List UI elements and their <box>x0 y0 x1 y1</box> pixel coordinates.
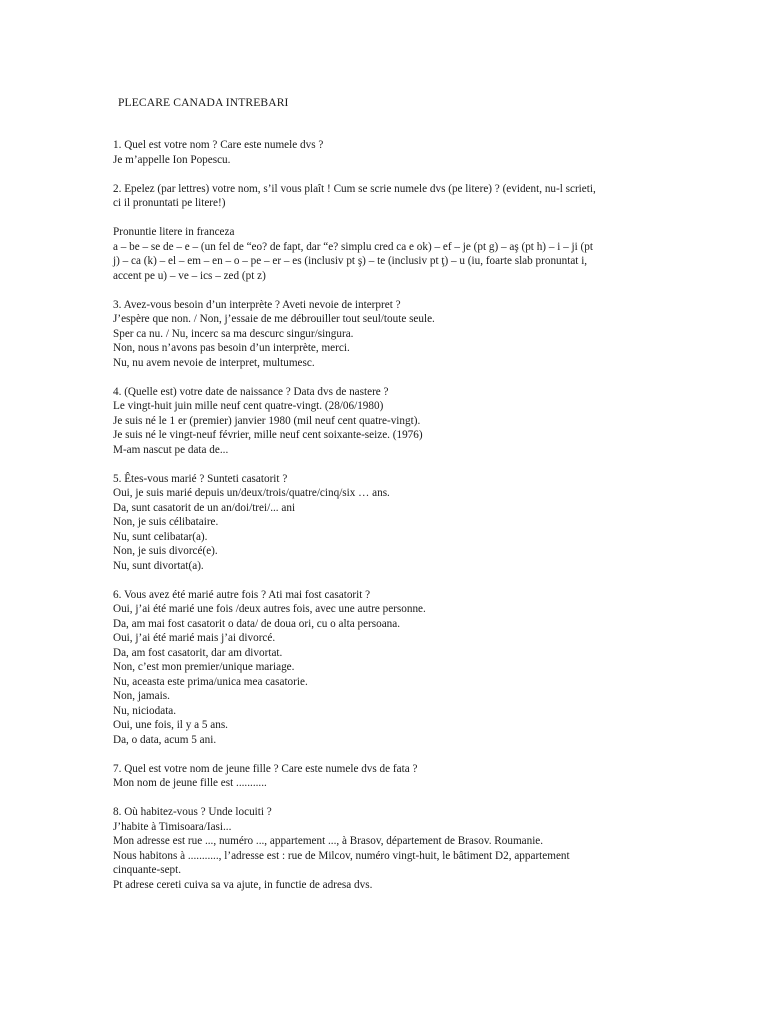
text-line: Da, am mai fost casatorit o data/ de doua ori, cu o alta persoana. <box>113 617 401 630</box>
text-line: 5. Êtes-vous marié ? Sunteti casatorit ? <box>113 472 288 485</box>
text-line: Mon nom de jeune fille est ........... <box>113 777 267 789</box>
text-line: j) – ca (k) – el – em – en – o – pe – er – es (inclusiv pt ş) – te (inclusiv pt ţ) – u (iu, foarte slab pronuntat i, <box>113 255 588 267</box>
text-line: Oui, une fois, il y a 5 ans. <box>113 719 228 731</box>
text-line: Je m’appelle Ion Popescu. <box>113 153 231 166</box>
text-line: 3. Avez-vous besoin d’un interprète ? Aveti nevoie de interpret ? <box>113 298 401 311</box>
paragraph-q3 <box>113 298 645 371</box>
paragraph-q5 <box>113 472 645 574</box>
text-line: Le vingt-huit juin mille neuf cent quatre-vingt. (28/06/1980) <box>113 400 384 412</box>
text-line: 6. Vous avez été marié autre fois ? Ati mai fost casatorit ? <box>113 588 371 601</box>
text-line: Je suis né le vingt-neuf février, mille neuf cent soixante-seize. (1976) <box>113 429 423 441</box>
text-line: J’espère que non. / Non, j’essaie de me débrouiller tout seul/toute seule. <box>113 313 435 325</box>
text-line: Non, c’est mon premier/unique mariage. <box>113 661 295 673</box>
text-line: J’habite à Timisoara/Iasi... <box>113 820 232 833</box>
text-line: Non, nous n’avons pas besoin d’un interprète, merci. <box>113 342 350 354</box>
text-line: Da, o data, acum 5 ani. <box>113 733 217 746</box>
text-line: Nous habitons à ..........., l’adresse est : rue de Milcov, numéro vingt-huit, le bâtiment D2, appartement <box>113 849 570 862</box>
text-line: Pronuntie litere in franceza <box>113 226 235 238</box>
text-line: accent pe u) – ve – ics – zed (pt z) <box>113 269 266 282</box>
text-line: Nu, nu avem nevoie de interpret, multumesc. <box>113 356 315 369</box>
paragraph-q1 <box>113 138 645 167</box>
paragraph-q6 <box>113 588 645 748</box>
text-line: Oui, j’ai été marié une fois /deux autres fois, avec une autre personne. <box>113 603 426 615</box>
text-line: a – be – se de – e – (un fel de “eo? de fapt, dar “e? simplu cred ca e ok) – ef – je (pt g) – aş (pt h) – i – ji (pt <box>113 240 593 253</box>
text-line: Non, jamais. <box>113 690 170 702</box>
text-line: Nu, aceasta este prima/unica mea casatorie. <box>113 675 308 688</box>
text-line: Nu, sunt celibatar(a). <box>113 530 208 543</box>
text-line: cinquante-sept. <box>113 864 182 876</box>
text-line: 7. Quel est votre nom de jeune fille ? Care este numele dvs de fata ? <box>113 762 418 775</box>
paragraph-q7 <box>113 762 645 791</box>
document-body <box>113 138 645 907</box>
text-line: 8. Où habitez-vous ? Unde locuiti ? <box>113 806 272 818</box>
text-line: ci il pronuntati pe litere!) <box>113 197 226 209</box>
text-line: Nu, niciodata. <box>113 704 177 717</box>
paragraph-q8 <box>113 805 645 892</box>
text-line: Non, je suis célibataire. <box>113 516 219 528</box>
document-title: PLECARE CANADA INTREBARI <box>118 96 289 109</box>
paragraph-pronunciation <box>113 225 645 283</box>
text-line: Nu, sunt divortat(a). <box>113 559 204 572</box>
text-line: Pt adrese cereti cuiva sa va ajute, in functie de adresa dvs. <box>113 878 373 891</box>
paragraph-q4 <box>113 385 645 458</box>
text-line: 1. Quel est votre nom ? Care este numele dvs ? <box>113 139 324 151</box>
paragraph-q2 <box>113 182 645 211</box>
text-line: Sper ca nu. / Nu, incerc sa ma descurc singur/singura. <box>113 327 354 340</box>
text-line: 4. (Quelle est) votre date de naissance ? Data dvs de nastere ? <box>113 385 389 398</box>
text-line: Da, am fost casatorit, dar am divortat. <box>113 646 283 659</box>
text-line: Non, je suis divorcé(e). <box>113 545 218 557</box>
text-line: 2. Epelez (par lettres) votre nom, s’il vous plaît ! Cum se scrie numele dvs (pe litere) ? (evident, nu-l scrieti, <box>113 182 596 195</box>
text-line: Da, sunt casatorit de un an/doi/trei/... ani <box>113 501 296 514</box>
text-line: Mon adresse est rue ..., numéro ..., appartement ..., à Brasov, département de Brasov. Roumanie. <box>113 835 544 847</box>
text-line: Oui, je suis marié depuis un/deux/trois/quatre/cinq/six … ans. <box>113 487 390 499</box>
text-line: Je suis né le 1 er (premier) janvier 1980 (mil neuf cent quatre-vingt). <box>113 414 421 427</box>
text-line: Oui, j’ai été marié mais j’ai divorcé. <box>113 632 276 644</box>
text-line: M-am nascut pe data de... <box>113 443 229 456</box>
